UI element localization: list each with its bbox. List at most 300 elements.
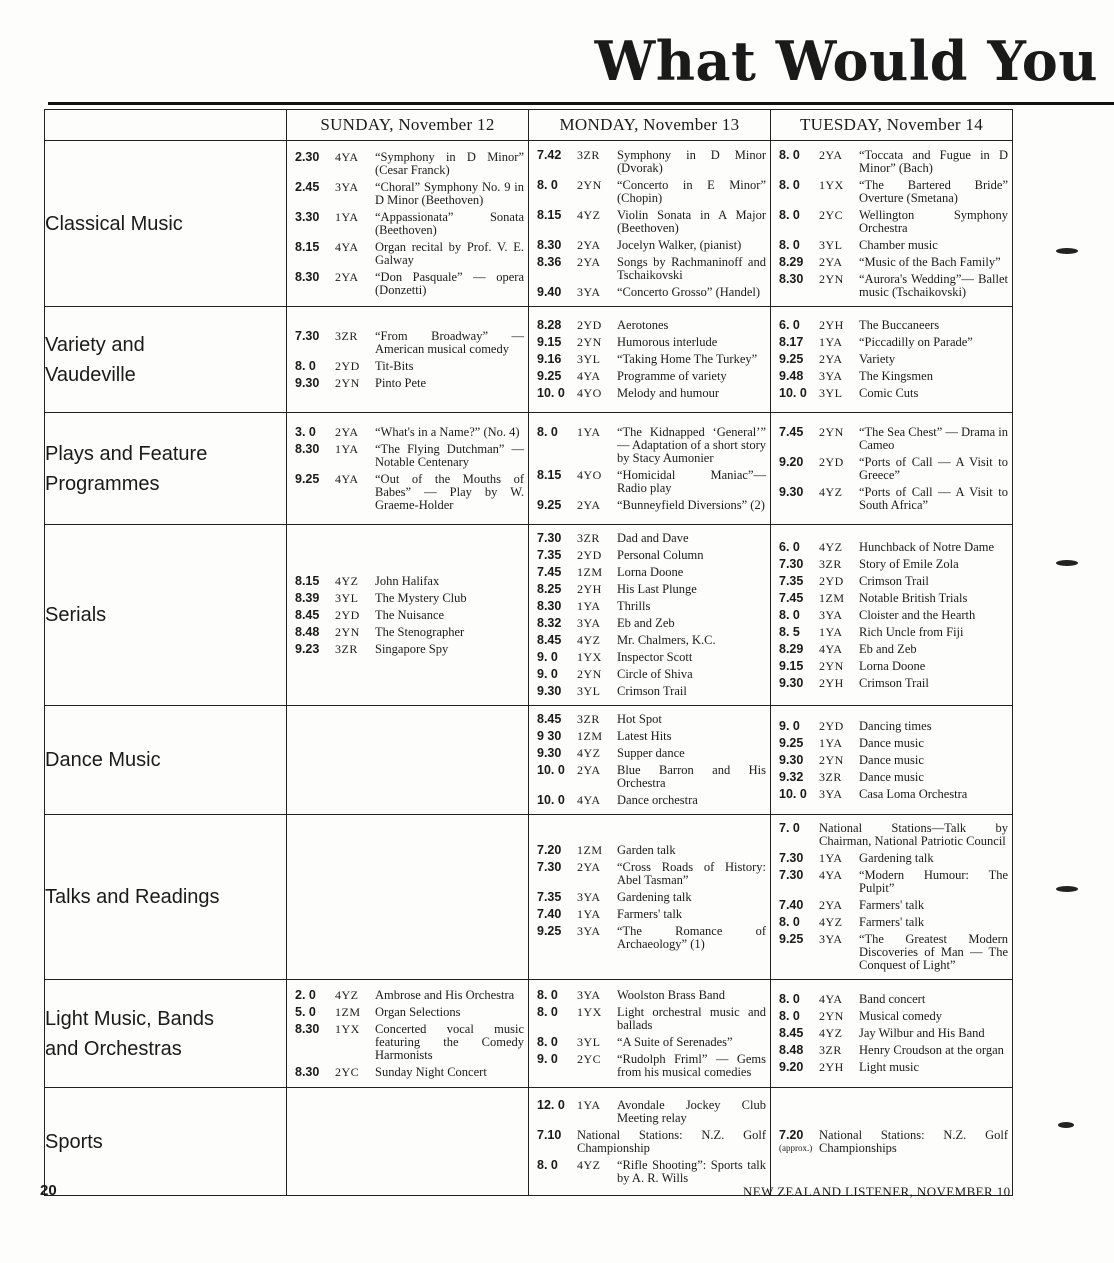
program-title: “Homicidal Maniac”— Radio play xyxy=(617,467,766,495)
program-title: Variety xyxy=(859,352,896,366)
program-cell-sunday xyxy=(287,815,529,980)
time-text: 9.30 xyxy=(295,375,320,390)
category-label xyxy=(45,141,287,307)
program-time xyxy=(295,443,335,469)
program-time xyxy=(537,861,577,887)
program-time xyxy=(295,609,335,622)
station-code: 3YA xyxy=(577,616,601,630)
time-text: 8. 0 xyxy=(779,147,800,162)
program-entry xyxy=(295,1023,524,1062)
program-entry xyxy=(295,151,524,177)
time-text: 2.30 xyxy=(295,149,320,164)
station-code: 4YA xyxy=(577,369,601,383)
station-code: 2YH xyxy=(819,675,844,690)
time-text: 7.20 xyxy=(537,842,562,857)
time-text: 7.40 xyxy=(779,898,804,912)
program-entry xyxy=(537,370,766,383)
station-code: 4YO xyxy=(577,467,602,482)
program-title: National Stations: N.Z. Golf Championship xyxy=(577,1127,766,1155)
program-cell-monday xyxy=(529,141,771,307)
time-text: 7.42 xyxy=(537,147,562,162)
time-text: 7.30 xyxy=(537,531,562,545)
station-code: 1YA xyxy=(577,906,601,921)
category-label xyxy=(45,1088,287,1196)
time-text: 9.15 xyxy=(537,335,562,349)
program-entry xyxy=(779,754,1008,767)
program-title: Notable British Trials xyxy=(859,590,968,605)
time-text: 8.30 xyxy=(295,441,320,456)
program-title: Story of Emile Zola xyxy=(859,556,959,571)
program-time xyxy=(779,239,819,252)
program-time xyxy=(537,1129,577,1155)
time-text: 8. 0 xyxy=(537,1034,558,1049)
program-entry xyxy=(779,256,1008,269)
program-entry xyxy=(537,685,766,698)
station-code: 4YZ xyxy=(819,915,843,929)
station-code: 2YN xyxy=(819,424,844,439)
time-text: 8. 0 xyxy=(779,915,800,929)
station-code: 3YA xyxy=(819,607,843,622)
program-time xyxy=(779,852,819,865)
program-time xyxy=(537,319,577,332)
category-line: Light Music, Bands xyxy=(45,1007,214,1030)
time-text: 9.25 xyxy=(295,471,320,486)
program-title: “The Sea Chest” — Drama in Cameo xyxy=(859,424,1008,452)
program-title: “The Greatest Modern Discoveries of Man — The Conquest of Light” xyxy=(859,932,1008,972)
program-time xyxy=(779,1061,819,1074)
category-row xyxy=(45,307,1013,413)
program-entry xyxy=(537,634,766,647)
time-text: 8.15 xyxy=(537,467,562,482)
publication-footer: NEW ZEALAND LISTENER, NOVEMBER 10 xyxy=(743,1184,1011,1199)
program-time xyxy=(779,149,819,175)
station-code: 3ZR xyxy=(335,328,358,343)
program-title: Hunchback of Notre Dame xyxy=(859,539,995,554)
program-time xyxy=(537,353,577,366)
station-code: 3YA xyxy=(819,932,843,946)
time-text: 3. 0 xyxy=(295,424,316,439)
time-text: 9.25 xyxy=(779,932,804,946)
station-code: 2YA xyxy=(577,859,601,874)
time-text: 8. 0 xyxy=(295,358,316,373)
program-time xyxy=(537,1036,577,1049)
time-text: 7.35 xyxy=(779,573,804,588)
program-title: Gardening talk xyxy=(859,851,934,865)
program-entry xyxy=(537,668,766,681)
category-line: Vaudeville xyxy=(45,363,136,386)
time-text: 7.30 xyxy=(779,851,804,865)
program-cell-sunday xyxy=(287,1088,529,1196)
program-time xyxy=(779,737,819,750)
station-code: 2YC xyxy=(577,1051,602,1066)
time-text: 8. 0 xyxy=(537,1004,558,1019)
time-text: 8.15 xyxy=(295,573,320,588)
program-entry xyxy=(537,239,766,252)
time-text: 8.36 xyxy=(537,254,562,269)
program-title: Crimson Trail xyxy=(617,684,687,698)
program-time xyxy=(537,891,577,904)
station-code: 2YA xyxy=(335,424,359,439)
category-label xyxy=(45,413,287,525)
program-time xyxy=(779,771,819,784)
program-entry xyxy=(295,609,524,622)
category-label xyxy=(45,525,287,706)
day-header-monday: MONDAY, November 13 xyxy=(529,110,771,141)
program-time xyxy=(537,499,577,512)
station-code: 2YA xyxy=(577,237,601,252)
program-entry xyxy=(779,426,1008,452)
station-code: 2YD xyxy=(335,607,360,622)
program-title: “Piccadilly on Parade” xyxy=(859,335,973,349)
program-title: Casa Loma Orchestra xyxy=(859,786,968,801)
station-code: 3YA xyxy=(577,987,601,1002)
time-text: 9.30 xyxy=(779,752,804,767)
program-time xyxy=(779,660,819,673)
program-grid xyxy=(44,109,1013,1196)
program-entry xyxy=(537,532,766,545)
program-time xyxy=(779,993,819,1006)
station-code: 1YA xyxy=(819,735,843,750)
program-time xyxy=(537,1053,577,1079)
station-code: 1YA xyxy=(819,335,843,349)
time-text: 6. 0 xyxy=(779,539,800,554)
time-text: 8.29 xyxy=(779,254,804,269)
time-text: 7.30 xyxy=(537,859,562,874)
program-time xyxy=(295,575,335,588)
station-code: 2YN xyxy=(335,624,360,639)
program-time xyxy=(537,566,577,579)
program-entry xyxy=(779,771,1008,784)
station-code: 2YD xyxy=(577,548,602,562)
program-title: Rich Uncle from Fiji xyxy=(859,624,964,639)
program-entry xyxy=(295,473,524,512)
category-row xyxy=(45,815,1013,980)
program-time xyxy=(537,617,577,630)
time-text: 9.40 xyxy=(537,284,562,299)
program-title: Organ Selections xyxy=(375,1004,461,1019)
station-code: 4YA xyxy=(335,239,359,254)
time-text: 8. 0 xyxy=(537,177,558,192)
station-code: 3ZR xyxy=(335,641,358,656)
program-title: “What's in a Name?” (No. 4) xyxy=(375,424,520,439)
category-line: Classical Music xyxy=(45,212,183,235)
time-text: 8. 0 xyxy=(779,607,800,622)
program-title: Avondale Jockey Club Meeting relay xyxy=(617,1097,766,1125)
program-entry xyxy=(779,869,1008,895)
program-time xyxy=(537,713,577,726)
station-code: 2YC xyxy=(335,1064,360,1079)
program-title: Hot Spot xyxy=(617,712,662,726)
station-code: 2YD xyxy=(819,573,844,588)
day-header-tuesday: TUESDAY, November 14 xyxy=(771,110,1013,141)
time-text: 9.25 xyxy=(779,352,804,366)
program-title: “Aurora's Wedding”— Ballet music (Tschaikovski) xyxy=(859,271,1008,299)
program-title: Dance music xyxy=(859,769,924,784)
program-cell-sunday xyxy=(287,525,529,706)
program-title: Violin Sonata in A Major (Beethoven) xyxy=(617,207,766,235)
program-time xyxy=(537,286,577,299)
program-entry xyxy=(537,1099,766,1125)
program-time xyxy=(537,925,577,951)
program-entry xyxy=(295,1006,524,1019)
station-code: 1YX xyxy=(577,1004,602,1019)
day-header-sunday: SUNDAY, November 12 xyxy=(287,110,529,141)
program-cell-monday xyxy=(529,413,771,525)
station-code: 2YD xyxy=(335,358,360,373)
program-entry xyxy=(779,643,1008,656)
program-entry xyxy=(779,387,1008,400)
time-text: 8.15 xyxy=(537,207,562,222)
time-note: (approx.) xyxy=(779,1142,813,1153)
program-title: Garden talk xyxy=(617,842,676,857)
program-entry xyxy=(779,486,1008,512)
station-code: 4YA xyxy=(335,471,359,486)
station-code: 1YA xyxy=(577,424,601,439)
time-text: 7.30 xyxy=(779,868,804,882)
time-text: 9.20 xyxy=(779,1060,804,1074)
program-title: “Toccata and Fugue in D Minor” (Bach) xyxy=(859,147,1008,175)
station-code: 2YN xyxy=(577,335,602,349)
station-code: 1ZM xyxy=(335,1004,361,1019)
program-time xyxy=(295,330,335,356)
program-time xyxy=(295,426,335,439)
station-code: 3ZR xyxy=(577,147,600,162)
time-text: 9. 0 xyxy=(779,718,800,733)
time-text: 7.35 xyxy=(537,548,562,562)
program-entry xyxy=(537,256,766,282)
program-time xyxy=(779,643,819,656)
program-entry xyxy=(537,1006,766,1032)
program-time xyxy=(537,747,577,760)
station-code: 3YA xyxy=(819,786,843,801)
program-entry xyxy=(537,149,766,175)
station-code: 4YZ xyxy=(819,539,843,554)
station-code: 4YA xyxy=(819,992,843,1006)
time-text: 8.25 xyxy=(537,582,562,596)
time-text: 9 30 xyxy=(537,729,562,743)
program-cell-sunday xyxy=(287,307,529,413)
program-cell-sunday xyxy=(287,413,529,525)
time-text: 8.30 xyxy=(779,271,804,286)
program-entry xyxy=(779,899,1008,912)
program-time xyxy=(779,273,819,299)
time-text: 5. 0 xyxy=(295,1004,316,1019)
time-text: 8. 0 xyxy=(537,424,558,439)
program-title: Singapore Spy xyxy=(375,641,449,656)
program-entry xyxy=(779,575,1008,588)
time-text: 8.45 xyxy=(537,712,562,726)
category-row xyxy=(45,1088,1013,1196)
program-title: Gardening talk xyxy=(617,889,692,904)
station-code: 2YA xyxy=(577,254,601,269)
station-code: 2YN xyxy=(577,177,602,192)
program-title: Supper dance xyxy=(617,746,685,760)
program-cell-monday xyxy=(529,307,771,413)
program-time xyxy=(295,643,335,656)
time-text: 9. 0 xyxy=(537,667,558,681)
category-row xyxy=(45,413,1013,525)
program-title: The Stenographer xyxy=(375,624,465,639)
program-entry xyxy=(779,1061,1008,1074)
program-cell-tuesday xyxy=(771,525,1013,706)
station-code: 1YA xyxy=(819,624,843,639)
program-time xyxy=(779,1129,819,1155)
program-title: Symphony in D Minor (Dvorak) xyxy=(617,147,766,175)
program-title: “A Suite of Serenades” xyxy=(617,1034,733,1049)
program-title: The Nuisance xyxy=(375,607,445,622)
program-title: “Taking Home The Turkey” xyxy=(617,352,758,366)
program-title: Farmers' talk xyxy=(617,906,683,921)
margin-mark xyxy=(1058,1122,1074,1128)
program-time xyxy=(537,239,577,252)
station-code: 3YL xyxy=(335,590,359,605)
time-text: 7.45 xyxy=(537,565,562,579)
program-time xyxy=(779,933,819,972)
program-title: Mr. Chalmers, K.C. xyxy=(617,633,716,647)
program-title: Eb and Zeb xyxy=(617,616,675,630)
program-entry xyxy=(295,241,524,267)
program-title: Inspector Scott xyxy=(617,650,693,664)
page-title: What Would You xyxy=(594,29,1098,93)
time-text: 8.45 xyxy=(537,633,562,647)
time-text: 9.32 xyxy=(779,769,804,784)
station-code: 3YA xyxy=(819,369,843,383)
program-title: Sunday Night Concert xyxy=(375,1064,487,1079)
program-title: Light music xyxy=(859,1060,920,1074)
program-entry xyxy=(779,541,1008,554)
program-title: “Modern Humour: The Pulpit” xyxy=(859,868,1008,895)
station-code: 2YA xyxy=(335,269,359,284)
program-title: His Last Plunge xyxy=(617,582,697,596)
station-code: 3YA xyxy=(577,284,601,299)
station-code: 2YN xyxy=(819,658,844,673)
time-text: 7.40 xyxy=(537,906,562,921)
station-code: 1YA xyxy=(335,441,359,456)
program-entry xyxy=(537,209,766,235)
program-time xyxy=(779,336,819,349)
program-title: “Rifle Shooting”: Sports talk by A. R. Wills xyxy=(617,1157,766,1185)
program-title: Musical comedy xyxy=(859,1009,942,1023)
time-text: 8.32 xyxy=(537,616,562,630)
time-text: 9.30 xyxy=(779,484,804,499)
program-time xyxy=(779,609,819,622)
category-label xyxy=(45,815,287,980)
margin-mark xyxy=(1056,886,1078,892)
program-entry xyxy=(537,794,766,807)
station-code: 1ZM xyxy=(577,729,603,743)
program-entry xyxy=(537,336,766,349)
program-entry xyxy=(537,1159,766,1185)
time-text: 6. 0 xyxy=(779,318,800,332)
time-text: 9.48 xyxy=(779,369,804,383)
station-code: 2YD xyxy=(577,318,602,332)
station-code: 2YA xyxy=(819,147,843,162)
program-time xyxy=(779,1044,819,1057)
program-entry xyxy=(537,1036,766,1049)
station-code: 3YL xyxy=(577,352,601,366)
station-code: 4YO xyxy=(577,386,602,400)
program-time xyxy=(295,626,335,639)
category-row xyxy=(45,141,1013,307)
program-title: John Halifax xyxy=(375,573,440,588)
time-text: 10. 0 xyxy=(779,386,807,400)
program-time xyxy=(537,764,577,790)
program-title: Woolston Brass Band xyxy=(617,987,726,1002)
station-code: 1YA xyxy=(577,599,601,613)
station-code: 2YN xyxy=(819,1009,844,1023)
program-cell-monday xyxy=(529,706,771,815)
time-text: 8. 0 xyxy=(779,992,800,1006)
program-title: Aerotones xyxy=(617,318,669,332)
program-title: “Appassionata” Sonata (Beethoven) xyxy=(375,209,524,237)
program-time xyxy=(295,592,335,605)
program-entry xyxy=(779,273,1008,299)
station-code: 1ZM xyxy=(577,842,603,857)
program-entry xyxy=(537,469,766,495)
program-title: Blue Barron and His Orchestra xyxy=(617,763,766,790)
program-entry xyxy=(779,993,1008,1006)
program-time xyxy=(537,179,577,205)
program-title: “Rudolph Friml” — Gems from his musical comedies xyxy=(617,1051,766,1079)
program-time xyxy=(537,149,577,175)
program-entry xyxy=(537,286,766,299)
program-title: Concerted vocal music featuring the Comedy Harmonists xyxy=(375,1021,524,1062)
program-entry xyxy=(537,747,766,760)
program-time xyxy=(537,989,577,1002)
time-text: 8. 0 xyxy=(537,1157,558,1172)
station-code: 2YN xyxy=(335,375,360,390)
station-code: 2YN xyxy=(819,752,844,767)
station-code: 1YA xyxy=(335,209,359,224)
program-title: Chamber music xyxy=(859,237,938,252)
station-code: 3ZR xyxy=(577,531,600,545)
time-text: 9.30 xyxy=(537,684,562,698)
station-code: 2YH xyxy=(819,1060,844,1074)
program-time xyxy=(779,456,819,482)
station-code: 1YX xyxy=(819,177,844,192)
station-code: 4YA xyxy=(335,149,359,164)
program-entry xyxy=(537,1053,766,1079)
program-cell-tuesday xyxy=(771,307,1013,413)
program-title: Farmers' talk xyxy=(859,898,925,912)
station-code: 1ZM xyxy=(819,590,845,605)
station-code: 2YA xyxy=(577,497,601,512)
program-title: Ambrose and His Orchestra xyxy=(375,987,515,1002)
program-cell-sunday xyxy=(287,706,529,815)
program-entry xyxy=(779,822,1008,848)
program-title: Henry Croudson at the organ xyxy=(859,1043,1004,1057)
station-code: 4YZ xyxy=(335,573,359,588)
program-title: Jocelyn Walker, (pianist) xyxy=(617,237,742,252)
time-text: 8.48 xyxy=(295,624,320,639)
program-title: Dancing times xyxy=(859,718,932,733)
program-cell-tuesday xyxy=(771,1088,1013,1196)
time-text: 12. 0 xyxy=(537,1097,565,1112)
program-title: Programme of variety xyxy=(617,369,727,383)
program-title: Crimson Trail xyxy=(859,573,929,588)
program-entry xyxy=(779,933,1008,972)
program-entry xyxy=(537,764,766,790)
station-code: 2YD xyxy=(819,718,844,733)
time-text: 7.35 xyxy=(537,889,562,904)
program-entry xyxy=(295,426,524,439)
time-text: 8.15 xyxy=(295,239,320,254)
time-text: 8.39 xyxy=(295,590,320,605)
time-text: 9.25 xyxy=(537,923,562,938)
program-time xyxy=(537,549,577,562)
program-time xyxy=(537,209,577,235)
category-line: Serials xyxy=(45,604,107,626)
